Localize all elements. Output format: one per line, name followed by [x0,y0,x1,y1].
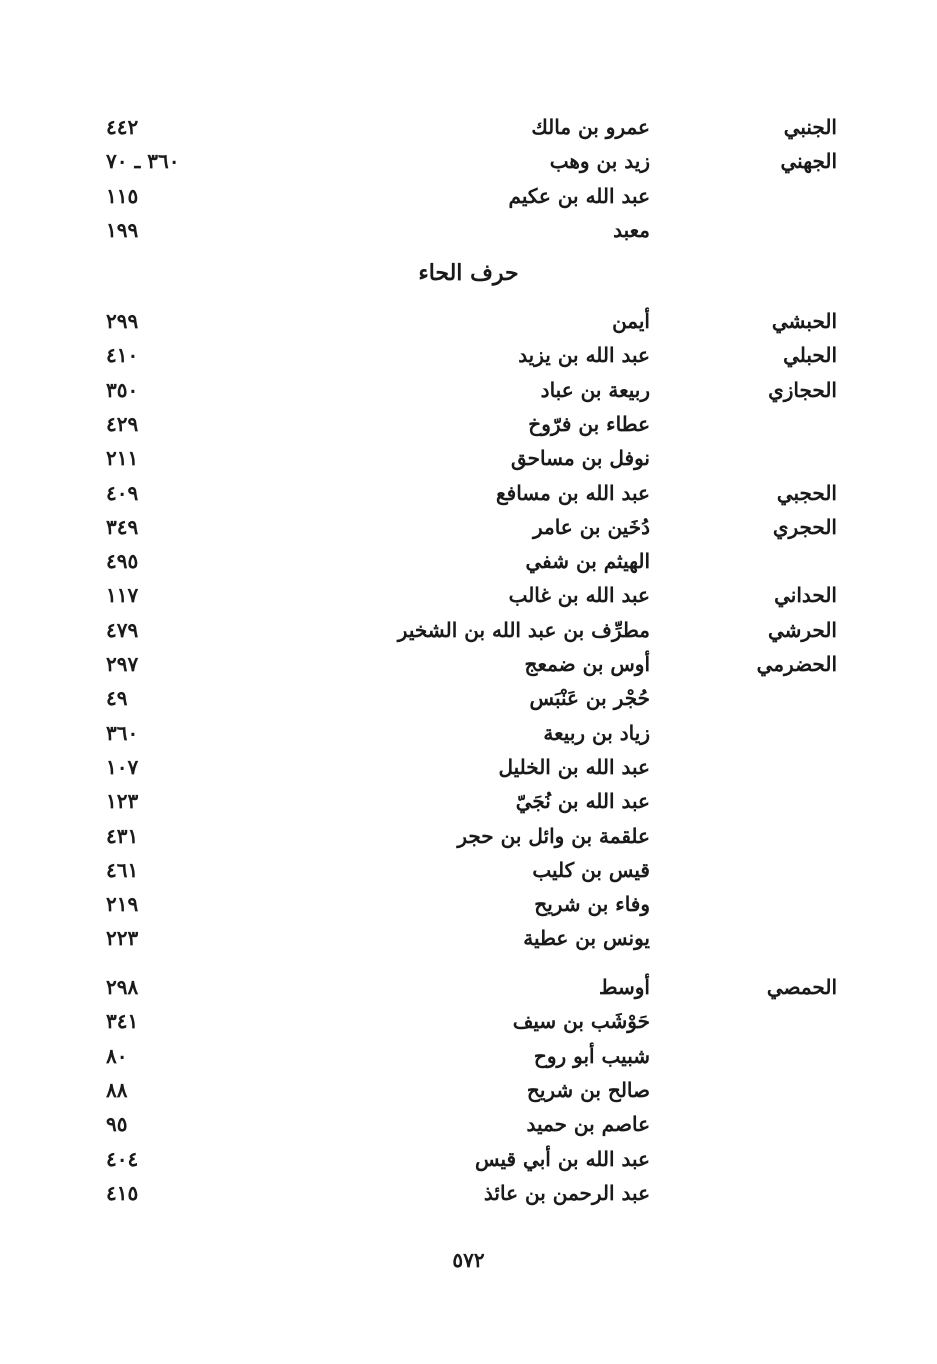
index-entry-row [0,716,937,750]
index-entry-row [0,1004,937,1038]
person-name: عطاء بن فرّوخ [528,411,650,436]
person-name: عبد الله بن الخليل [498,754,650,779]
page-reference: ٨٠ [106,1043,128,1068]
index-entry-row [0,544,937,578]
person-name: زياد بن ربيعة [543,720,650,745]
page-reference: ٤٠٩ [106,480,139,505]
page-reference: ٢٩٨ [106,975,139,999]
person-name: أوس بن ضمعج [524,652,650,676]
person-name: عاصم بن حميد [526,1112,650,1137]
page-reference: ١٩٩ [106,217,139,242]
person-name: عبد الله بن مسافع [496,480,650,505]
page-reference: ١٢٣ [106,789,139,814]
person-name: نوفل بن مساحق [510,446,650,471]
page-reference: ٤٠٤ [106,1146,139,1171]
person-name: عمرو بن مالك [531,115,650,139]
nisba-label: الجنبي [783,115,837,139]
index-entry-row [0,441,937,475]
person-name: شبيب أبو روح [533,1043,650,1068]
person-name: مطرِّف بن عبد الله بن الشخير [397,617,650,642]
person-name: الهيثم بن شفي [525,549,650,574]
person-name: أوسط [599,975,650,999]
page-reference: ٤٢٩ [106,411,139,436]
index-entry-row [0,819,937,853]
person-name: عبد الله بن أبي قيس [475,1146,650,1171]
index-entry-row [0,1176,937,1210]
nisba-label: الحضرمي [756,652,837,676]
page-reference: ٣٦٠ [106,720,139,745]
page-reference: ٢٩٧ [106,652,139,676]
person-name: علقمة بن وائل بن حجر [457,823,650,848]
page-reference: ١٠٧ [106,754,139,779]
person-name: عبد الرحمن بن عائذ [483,1180,650,1205]
person-name: يونس بن عطية [523,926,650,951]
nisba-label: الحبلي [783,343,837,368]
person-name: قيس بن كليب [532,857,650,882]
page-reference: ٣٥٠ [106,377,139,402]
page-reference: ١١٧ [106,583,139,608]
page-reference: ٢٢٣ [106,926,139,951]
nisba-label: الحداني [774,583,837,608]
index-entry-row [0,213,937,247]
page-reference: ٨٨ [106,1077,128,1102]
page-reference: ٢٩٩ [106,309,139,333]
page-reference: ٣٤١ [106,1009,139,1034]
index-entry-row [0,647,937,681]
index-entry-row [0,1039,937,1073]
person-name: عبد الله بن يزيد [518,343,650,368]
page-reference: ١١٥ [106,183,139,208]
page-reference: ٤٩ [106,686,128,711]
page-reference: ٤٩٥ [106,549,139,574]
page-reference: ٤١٥ [106,1180,139,1205]
page-reference: ٢١٩ [106,892,139,917]
page-reference: ٤٣١ [106,823,139,848]
nisba-label: الحبشي [771,309,837,333]
index-entry-row [0,179,937,213]
page-reference: ٢١١ [106,446,139,471]
index-entry-row [0,510,937,544]
person-name: صالح بن شريح [526,1077,650,1102]
index-entry-row [0,887,937,921]
person-name: عبد الله بن عكيم [508,183,650,208]
person-name: حَوْشَب بن سيف [512,1009,650,1034]
person-name: عبد الله بن غالب [508,583,650,608]
nisba-label: الحجبي [776,480,837,505]
index-entry-row [0,144,937,178]
index-entry-row [0,338,937,372]
page-reference: ٤٧٩ [106,617,139,642]
index-entry-row [0,921,937,955]
index-entry-row [0,304,937,338]
nisba-label: الحجري [772,514,837,539]
index-entry-row [0,578,937,612]
page-reference: ٣٤٩ [106,514,139,539]
index-entry-row [0,476,937,510]
person-name: حُجْر بن عَنْبَس [529,686,650,711]
person-name: وفاء بن شريح [534,892,650,917]
index-entry-row [0,970,937,1004]
person-name: ربيعة بن عباد [540,377,650,402]
person-name: عبد الله بن نُجَيّ [515,789,650,814]
index-entry-row [0,373,937,407]
index-entry-row [0,853,937,887]
page-number: ٥٧٢ [452,1248,485,1272]
nisba-label: الحرشي [767,617,837,642]
page-reference: ٤١٠ [106,343,139,368]
section-heading: حرف الحاء [418,260,519,286]
page-reference: ٣٦٠ ـ ٧٠ [106,149,180,174]
page-reference: ٤٤٢ [106,115,139,139]
index-entry-row [0,750,937,784]
page-reference: ٤٦١ [106,857,139,882]
person-name: أيمن [612,309,650,333]
index-entry-row [0,1142,937,1176]
nisba-label: الجهني [780,149,837,174]
page-reference: ٩٥ [106,1112,128,1137]
nisba-label: الحجازي [768,377,837,402]
person-name: زيد بن وهب [549,149,650,174]
index-entry-row [0,407,937,441]
index-entry-row [0,784,937,818]
person-name: معبد [613,217,650,242]
index-entry-row [0,1107,937,1141]
person-name: دُخَين بن عامر [532,514,650,539]
index-entry-row [0,681,937,715]
index-entry-row [0,1073,937,1107]
nisba-label: الحمصي [766,975,837,999]
index-entry-row [0,110,937,144]
index-entry-row [0,613,937,647]
